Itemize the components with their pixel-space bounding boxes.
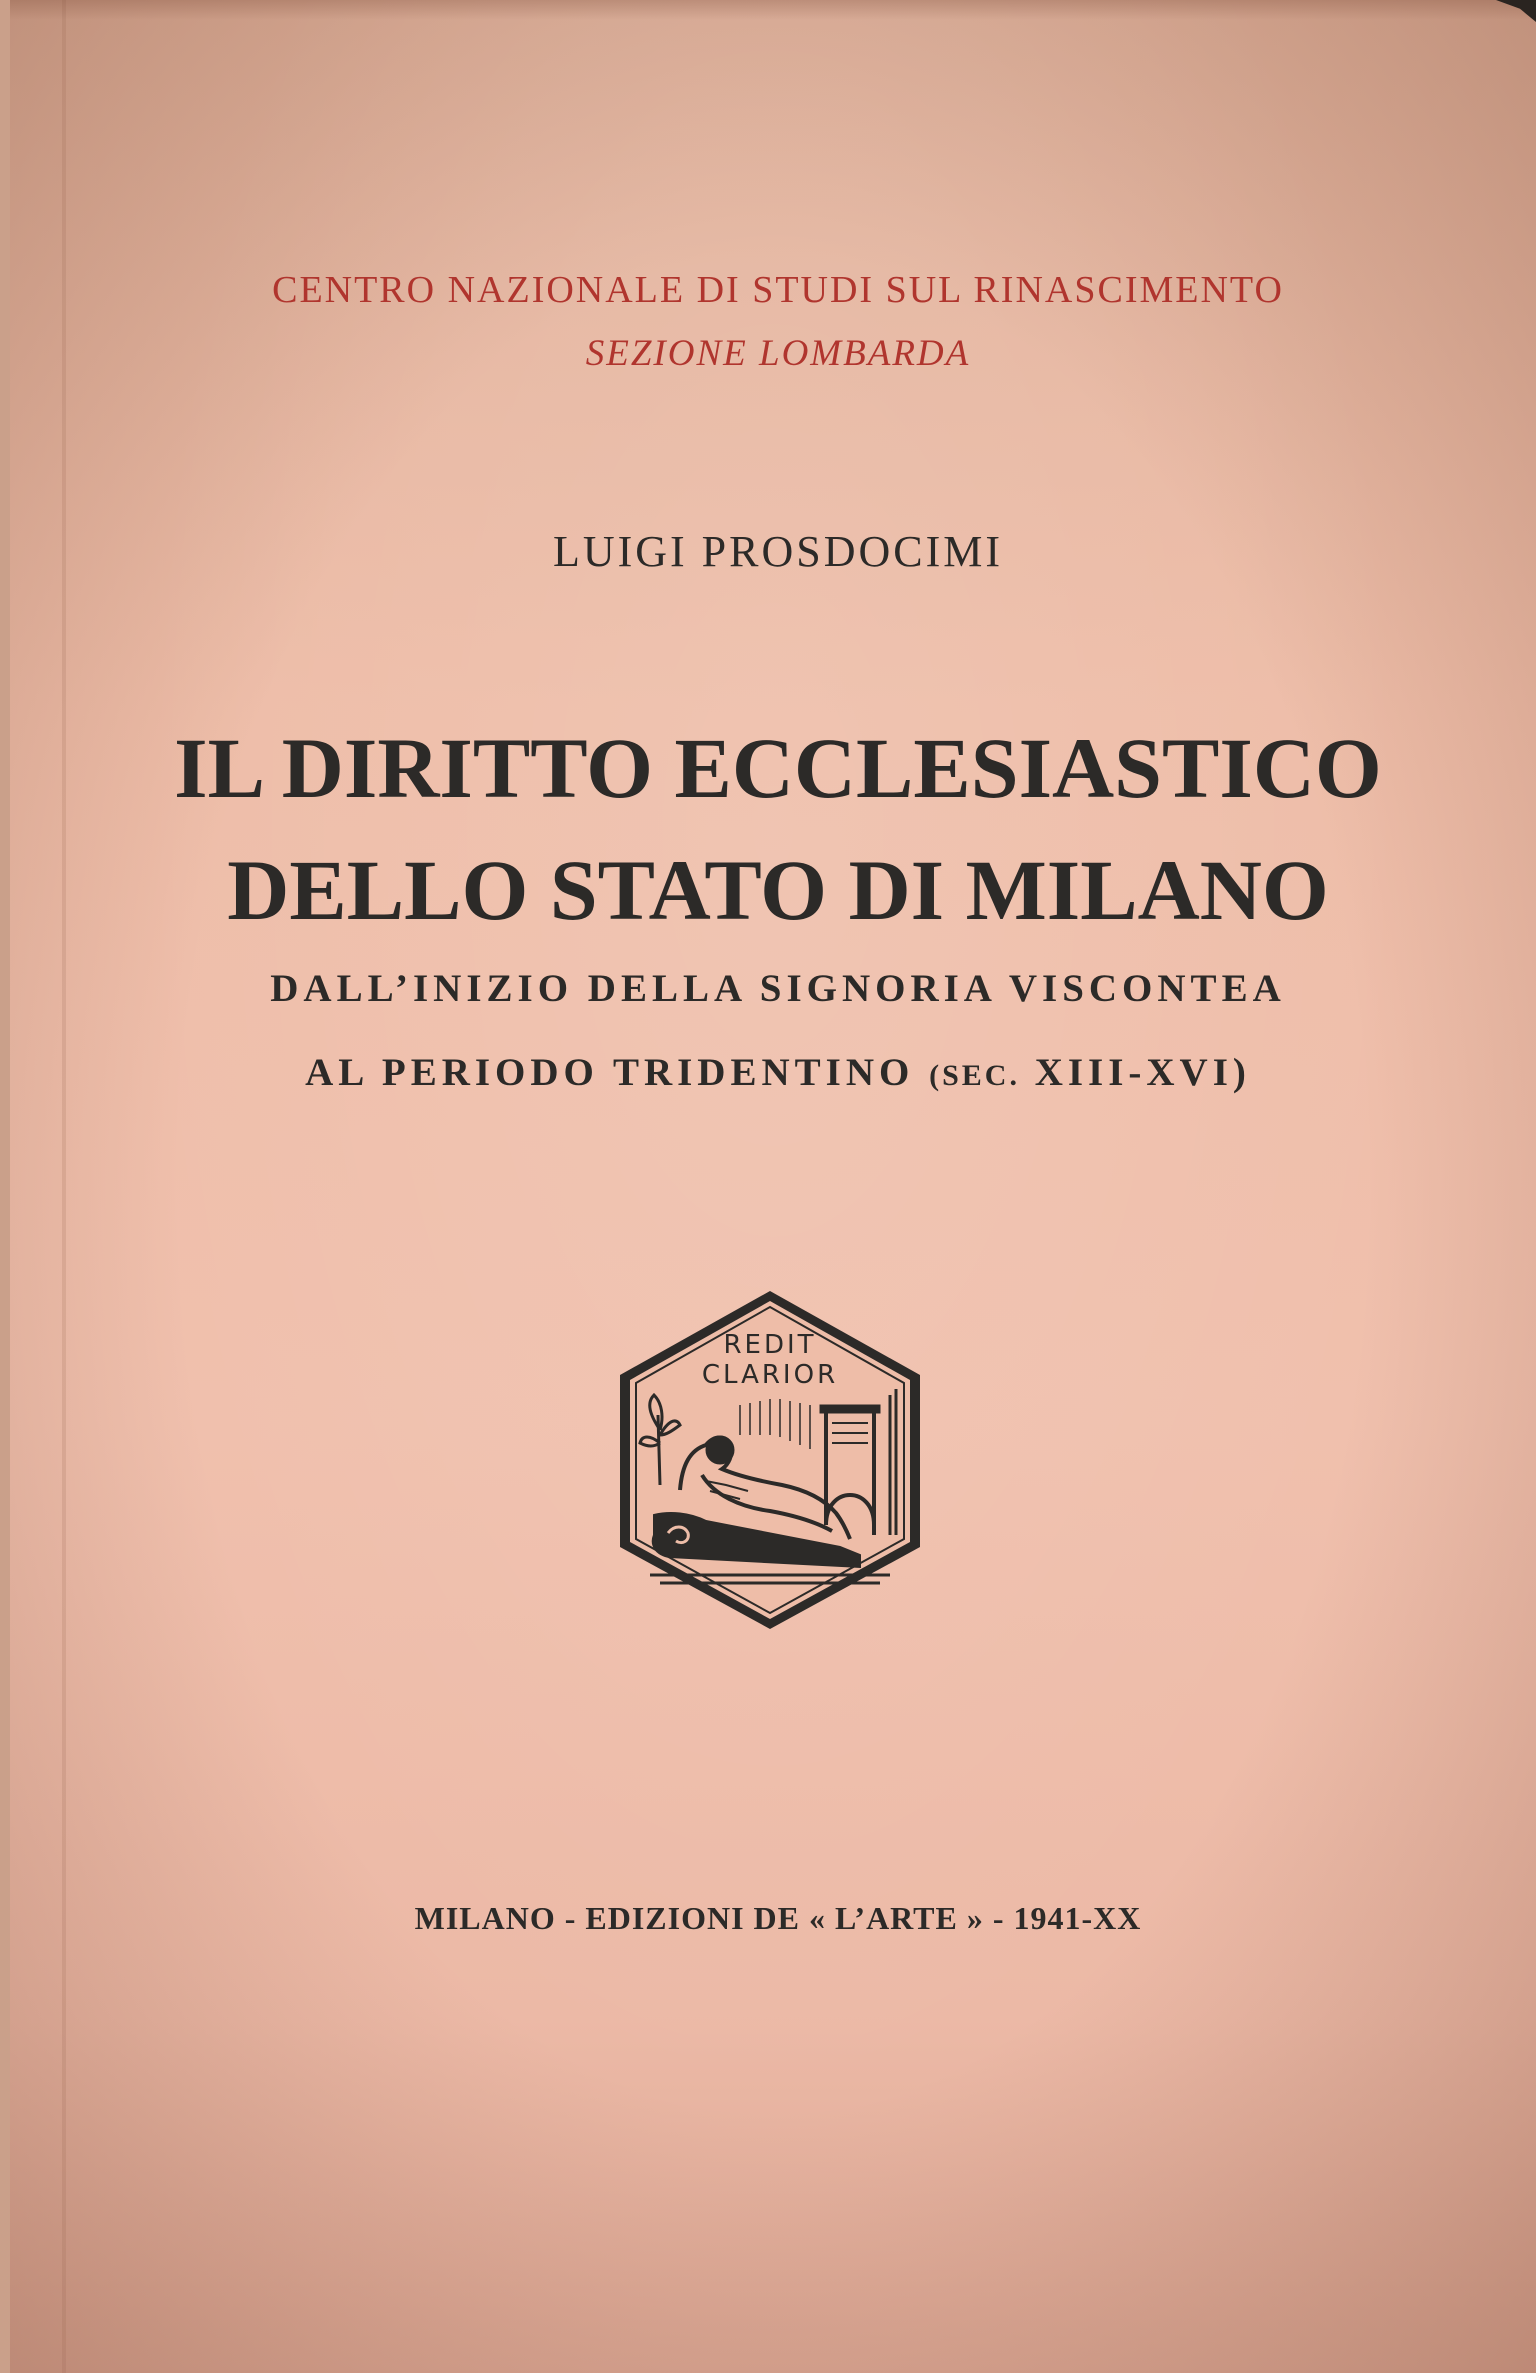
institution-name: CENTRO NAZIONALE DI STUDI SUL RINASCIMENTO	[272, 269, 1284, 311]
cover-edge-shadow	[10, 0, 1536, 20]
title-line-1: IL DIRITTO ECCLESIASTICO	[174, 720, 1382, 816]
emblem-motto-2: CLARIOR	[701, 1360, 839, 1390]
subtitle-sec-label: (SEC.	[929, 1059, 1020, 1092]
subtitle-line-2	[10, 1050, 1536, 1095]
subtitle-line-2-main: AL PERIODO TRIDENTINO	[305, 1051, 930, 1094]
title-line-2: DELLO STATO DI MILANO	[227, 842, 1329, 938]
subtitle-line-1: DALL’INIZIO DELLA SIGNORIA VISCONTEA	[270, 967, 1286, 1010]
author-name: LUIGI PROSDOCIMI	[552, 527, 1004, 576]
publisher-emblem	[610, 1285, 930, 1635]
emblem-motto-1: REDIT	[723, 1330, 817, 1360]
imprint-line: MILANO - EDIZIONI DE « L’ARTE » - 1941-XX	[414, 1900, 1142, 1936]
section-name: SEZIONE LOMBARDA	[585, 333, 971, 374]
subtitle-century: XIII-XVI)	[1019, 1051, 1251, 1094]
